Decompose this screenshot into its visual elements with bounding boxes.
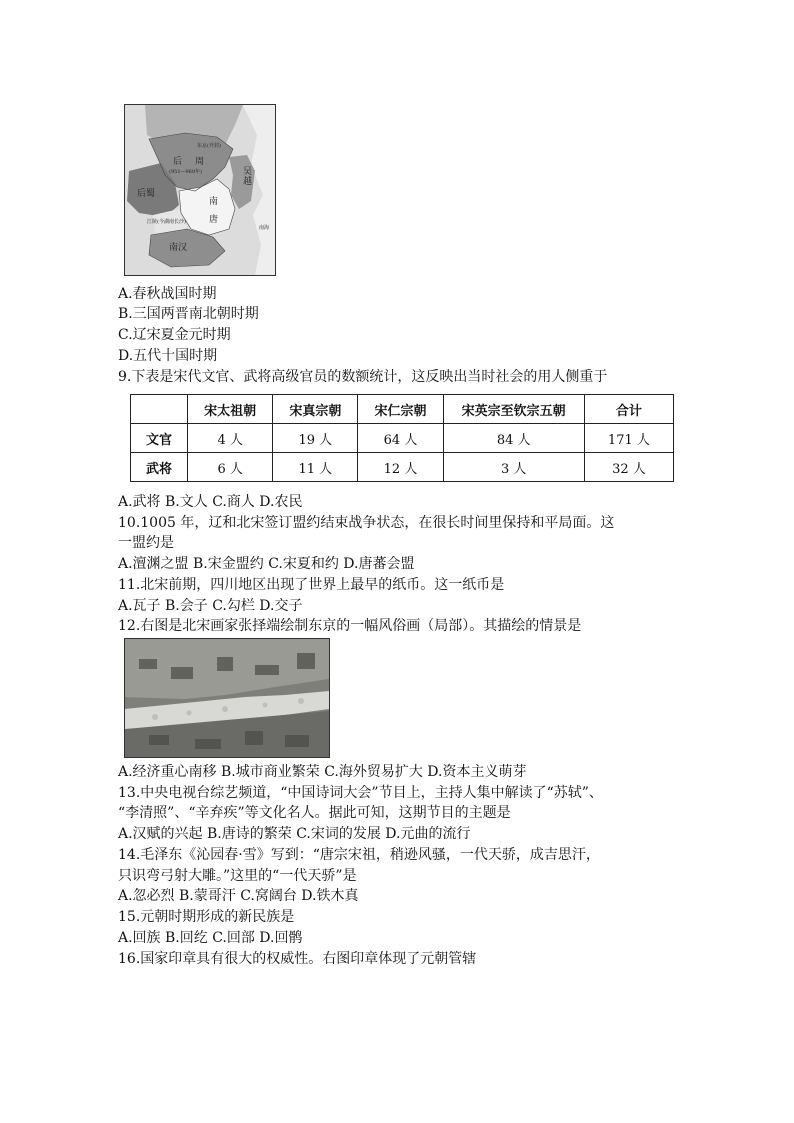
q10-options: A.澶渊之盟 B.宋金盟约 C.宋夏和约 D.唐蕃会盟 [118, 556, 415, 572]
table-header-cell: 宋仁宗朝 [358, 395, 443, 424]
table-row [131, 453, 674, 482]
table-header-cell [131, 395, 188, 424]
table-cell: 11 人 [273, 453, 358, 482]
table-cell: 19 人 [273, 424, 358, 453]
table-header-cell: 宋太祖朝 [188, 395, 273, 424]
q13-options: A.汉赋的兴起 B.唐诗的繁荣 C.宋词的发展 D.元曲的流行 [118, 826, 471, 842]
q13-stem-2: “李清照”、“辛弃疾”等文化名人。据此可知，这期节目的主题是 [118, 805, 511, 821]
table-row [131, 424, 674, 453]
table-cell: 64 人 [358, 424, 443, 453]
table-cell: 6 人 [188, 453, 273, 482]
map-label-houshu: 后蜀 [137, 189, 156, 199]
map-label-nanhan: 南汉 [169, 243, 188, 253]
q12-stem: 12.右图是北宋画家张择端绘制东京的一幅风俗画（局部）。其描绘的情景是 [118, 618, 582, 634]
table-cell: 12 人 [358, 453, 443, 482]
map-label-jiangling: 江陵(今湖南长沙) [147, 219, 186, 225]
q8-option-b: B.三国两晋南北朝时期 [118, 306, 259, 322]
q10-stem-2: 一盟约是 [118, 535, 174, 551]
map-label-years: (951—960年) [169, 169, 202, 175]
table-cell: 4 人 [188, 424, 273, 453]
table-cell: 文官 [131, 424, 188, 453]
q10-stem-1: 10.1005 年，辽和北宋签订盟约结束战争状态，在很长时间里保持和平局面。这 [118, 515, 615, 531]
q8-option-d: D.五代十国时期 [118, 348, 218, 364]
table-header-cell: 宋真宗朝 [273, 395, 358, 424]
map-label-bianjing: 东京(开封) [197, 143, 221, 149]
q11-stem: 11.北宋前期，四川地区出现了世界上最早的纸币。这一纸币是 [118, 577, 505, 593]
map-label-wuyue: 吴越 [243, 167, 253, 187]
map-label-nan: 南 [209, 197, 219, 207]
q9-table [130, 394, 674, 482]
q12-options: A.经济重心南移 B.城市商业繁荣 C.海外贸易扩大 D.资本主义萌芽 [118, 764, 527, 780]
q9-options: A.武将 B.文人 C.商人 D.农民 [118, 494, 303, 510]
q12-painting-drawing [125, 639, 329, 757]
q8-map [124, 104, 276, 276]
table-cell: 武将 [131, 453, 188, 482]
table-header-row [131, 395, 674, 424]
map-label-tang: 唐 [209, 215, 219, 225]
q8-option-a: A.春秋战国时期 [118, 286, 217, 302]
q8-option-c: C.辽宋夏金元时期 [118, 327, 231, 343]
table-header-cell: 宋英宗至钦宗五朝 [443, 395, 584, 424]
table-header-cell: 合计 [584, 395, 673, 424]
table-cell: 3 人 [443, 453, 584, 482]
q13-stem-1: 13.中央电视台综艺频道，“中国诗词大会”节目上，主持人集中解读了“苏轼”、 [118, 785, 603, 801]
q14-options: A.忽必烈 B.蒙哥汗 C.窝阔台 D.铁木真 [118, 888, 359, 904]
q12-painting-image [124, 638, 330, 758]
map-label-houzhou-2: 周 [195, 157, 205, 167]
map-label-nanhai: 南海 [259, 225, 270, 231]
q14-stem-2: 只识弯弓射大雕。”这里的“一代天骄”是 [118, 868, 357, 884]
map-label-houzhou-1: 后 [173, 157, 183, 167]
q15-options: A.回族 B.回纥 C.回部 D.回鹘 [118, 930, 303, 946]
q11-options: A.瓦子 B.会子 C.勾栏 D.交子 [118, 598, 303, 614]
q15-stem: 15.元朝时期形成的新民族是 [118, 909, 295, 925]
table-cell: 171 人 [584, 424, 673, 453]
table-cell: 32 人 [584, 453, 673, 482]
q9-stem: 9.下表是宋代文官、武将高级官员的数额统计，这反映出当时社会的用人侧重于 [118, 369, 608, 385]
q16-stem: 16.国家印章具有很大的权威性。右图印章体现了元朝管辖 [118, 951, 477, 967]
q14-stem-1: 14.毛泽东《沁园春·雪》写到：“唐宗宋祖，稍逊风骚，一代天骄，成吉思汗， [118, 847, 600, 863]
table-cell: 84 人 [443, 424, 584, 453]
